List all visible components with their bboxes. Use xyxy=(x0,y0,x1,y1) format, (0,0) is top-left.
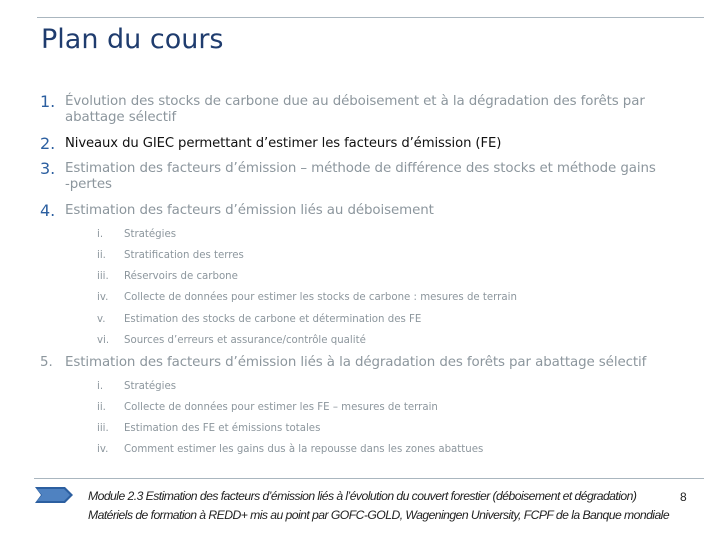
footer-module-title: Module 2.3 Estimation des facteurs d’émission liés à l’évolution du couvert forestier (déboisement et dégradation) xyxy=(88,489,637,503)
top-divider xyxy=(37,17,704,18)
subitem-numeral: iv. xyxy=(97,444,109,455)
outline-item-3 xyxy=(40,161,700,193)
outline-item-number: 5. xyxy=(40,355,53,370)
page-title: Plan du cours xyxy=(41,24,224,55)
subitem-text: Comment estimer les gains dus à la repousse dans les zones abattues xyxy=(124,444,484,455)
outline-item-2 xyxy=(40,136,700,152)
outline-item-text-line: Estimation des facteurs d’émission – méthode de différence des stocks et méthode gains xyxy=(65,161,656,176)
outline-item-5 xyxy=(40,355,700,371)
outline-item-number: 1. xyxy=(40,92,56,111)
outline-item-4 xyxy=(40,203,700,219)
outline-item-text-line: abattage sélectif xyxy=(65,110,177,125)
subitem-text: Sources d’erreurs et assurance/contrôle qualité xyxy=(124,335,366,346)
subitem-text: Stratégies xyxy=(124,381,177,392)
chevron-arrow-icon xyxy=(33,484,75,506)
subitem-text: Réservoirs de carbone xyxy=(124,271,238,282)
subitem-numeral: vi. xyxy=(97,335,110,346)
subitem-numeral: iv. xyxy=(97,292,109,303)
subitem-text: Stratégies xyxy=(124,229,177,240)
outline-item-number: 2. xyxy=(40,134,56,153)
subitem-text: Estimation des FE et émissions totales xyxy=(124,423,321,434)
outline-item-text-line: Estimation des facteurs d’émission liés au déboisement xyxy=(65,203,434,218)
outline-item-text-line: Évolution des stocks de carbone due au déboisement et à la dégradation des forêts par xyxy=(65,94,645,109)
subitem-text: Stratification des terres xyxy=(124,250,244,261)
subitem-numeral: v. xyxy=(97,314,106,325)
outline-item-text-line: -pertes xyxy=(65,177,112,192)
subitem-text: Estimation des stocks de carbone et détermination des FE xyxy=(124,314,422,325)
page-number: 8 xyxy=(680,490,687,504)
subitem-numeral: i. xyxy=(97,229,104,240)
outline-item-number: 3. xyxy=(40,159,56,178)
outline-item-1 xyxy=(40,94,700,126)
outline-item-text-line: Niveaux du GIEC permettant d’estimer les facteurs d’émission (FE) xyxy=(65,136,502,151)
footer-credits: Matériels de formation à REDD+ mis au point par GOFC-GOLD, Wageningen University, FCPF de la Banque mondiale xyxy=(88,508,670,522)
outline-item-number: 4. xyxy=(40,201,56,220)
subitem-numeral: i. xyxy=(97,381,104,392)
subitem-numeral: ii. xyxy=(97,250,106,261)
subitem-text: Collecte de données pour estimer les FE – mesures de terrain xyxy=(124,402,438,413)
subitem-numeral: ii. xyxy=(97,402,106,413)
subitem-numeral: iii. xyxy=(97,271,109,282)
subitem-numeral: iii. xyxy=(97,423,109,434)
footer-divider xyxy=(34,478,704,479)
subitem-text: Collecte de données pour estimer les stocks de carbone : mesures de terrain xyxy=(124,292,517,303)
outline-item-text-line: Estimation des facteurs d’émission liés à la dégradation des forêts par abattage sélectif xyxy=(65,355,647,370)
